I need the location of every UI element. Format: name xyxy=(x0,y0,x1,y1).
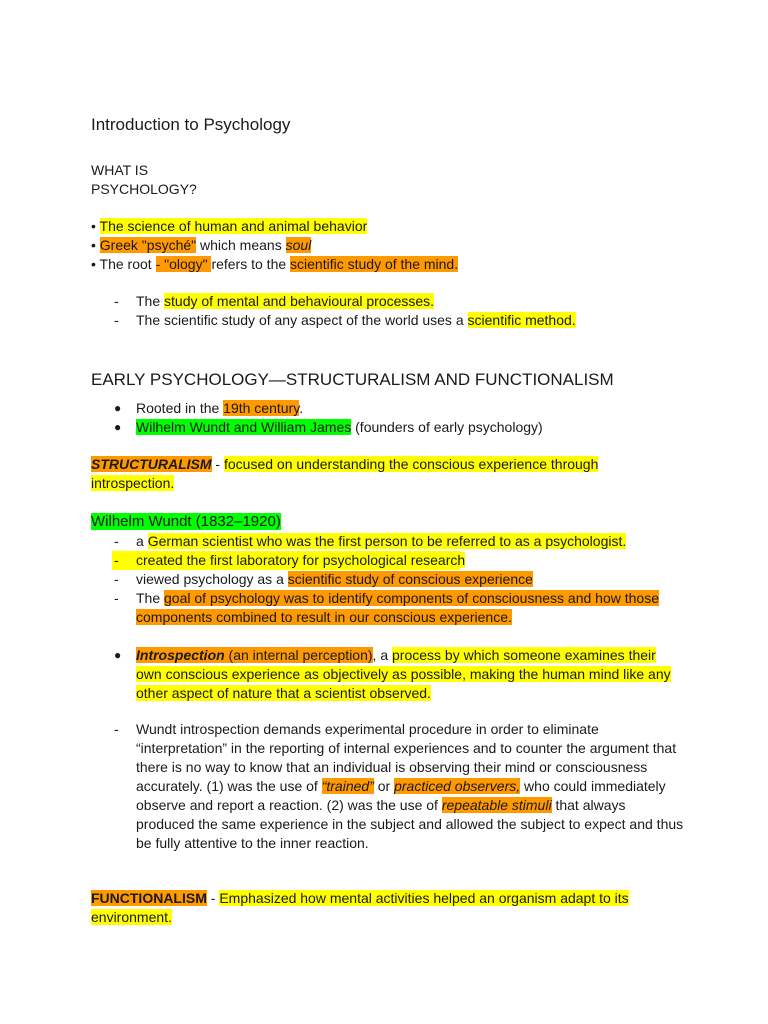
dot-marker: ● xyxy=(114,420,122,434)
section-question-line-2: PSYCHOLOGY? xyxy=(91,181,197,197)
highlight-text: scientific study of the mind. xyxy=(290,256,459,272)
highlight-text: created the first laboratory for psychological research xyxy=(136,552,466,568)
highlight-text: scientific method. xyxy=(467,312,576,328)
plain-text: The root xyxy=(99,256,156,272)
highlight-text: process by which someone examines their xyxy=(392,647,656,663)
bullet-marker: • xyxy=(91,218,96,234)
wundt-line-3 xyxy=(136,570,533,589)
subheading-wundt xyxy=(91,512,281,531)
introspection-line-1 xyxy=(136,646,656,665)
dash-marker: - xyxy=(114,571,119,587)
highlight-text: goal of psychology was to identify components of consciousness and how those xyxy=(164,590,659,606)
highlight-text: Greek "psyché" xyxy=(99,237,197,253)
bullet-marker: • xyxy=(91,237,96,253)
structuralism-line-1 xyxy=(91,455,598,474)
dot-marker: ● xyxy=(114,401,122,415)
plain-text: Rooted in the xyxy=(136,400,224,416)
plain-text: who could immediately xyxy=(520,778,666,794)
dash-line-2 xyxy=(136,311,576,330)
wundt-line-2 xyxy=(136,551,465,570)
paragraph-line-4 xyxy=(136,777,666,796)
wundt-line-1 xyxy=(136,532,626,551)
section-question-line-1: WHAT IS xyxy=(91,162,149,178)
introspection-line-3 xyxy=(136,684,431,703)
dash-marker: - xyxy=(114,312,119,328)
plain-text: - xyxy=(211,456,224,472)
term-structuralism: STRUCTURALISM xyxy=(91,456,212,472)
plain-text: The xyxy=(136,590,165,606)
plain-text: The scientific study of any aspect of the world uses a xyxy=(136,312,468,328)
paragraph-line-1: Wundt introspection demands experimental procedure in order to eliminate xyxy=(136,721,599,737)
plain-text: - xyxy=(206,890,220,906)
page-title: Introduction to Psychology xyxy=(91,115,291,134)
highlight-text: components combined to result in our conscious experience. xyxy=(136,609,512,625)
dash-line-1 xyxy=(136,292,434,311)
section-heading-early-psychology: EARLY PSYCHOLOGY—STRUCTURALISM AND FUNCTIONALISM xyxy=(91,370,614,389)
highlight-text: focused on understanding the conscious experience through xyxy=(224,456,599,472)
plain-text: (founders of early psychology) xyxy=(351,419,543,435)
dash-marker: - xyxy=(114,533,119,549)
paragraph-line-6: produced the same experience in the subject and allowed the subject to expect and thus xyxy=(136,816,684,832)
highlight-text: Wilhelm Wundt (1832–1920) xyxy=(91,513,281,530)
plain-text: or xyxy=(373,778,395,794)
highlight-text: repeatable stimuli xyxy=(441,797,552,813)
highlight-text: practiced observers, xyxy=(394,778,521,794)
structuralism-line-2 xyxy=(91,474,174,493)
plain-text: , a xyxy=(372,647,393,663)
highlight-text: (an internal perception) xyxy=(224,647,373,663)
highlight-text: environment. xyxy=(91,909,172,925)
plain-text: observe and report a reaction. (2) was the use of xyxy=(136,797,442,813)
highlight-text: German scientist who was the first person to be referred to as a psychologist. xyxy=(147,533,627,549)
highlight-text: - "ology" xyxy=(155,256,212,272)
term-introspection: Introspection xyxy=(136,647,225,663)
term-functionalism: FUNCTIONALISM xyxy=(91,890,207,906)
dash-marker: - xyxy=(114,293,119,309)
introspection-line-2 xyxy=(136,665,671,684)
plain-text: refers to the xyxy=(211,256,291,272)
highlight-text: introspection. xyxy=(91,475,175,491)
paragraph-line-7: be fully attentive to the inner reaction. xyxy=(136,835,369,851)
dash-marker: - xyxy=(114,552,119,568)
paragraph-line-3: there is no way to know that an individual is observing their mind or consciousness xyxy=(136,759,648,775)
plain-text: viewed psychology as a xyxy=(136,571,288,587)
bullet-line-2 xyxy=(91,236,311,255)
dot-line-2 xyxy=(136,418,543,437)
dash-marker: - xyxy=(114,590,119,606)
highlight-text: 19th century xyxy=(223,400,300,416)
bullet-line-3 xyxy=(91,255,458,274)
highlight-text: The science of human and animal behavior xyxy=(99,218,368,234)
bullet-line-1 xyxy=(91,217,367,236)
paragraph-line-2: “interpretation” in the reporting of internal experiences and to counter the argument that xyxy=(136,740,677,756)
highlight-text: other aspect of nature that a scientist observed. xyxy=(136,685,431,701)
highlight-text: Emphasized how mental activities helped an organism adapt to its xyxy=(219,890,629,906)
highlight-text: “trained” xyxy=(321,778,374,794)
functionalism-line-2 xyxy=(91,908,172,927)
plain-text: a xyxy=(136,533,148,549)
plain-text: which means xyxy=(196,237,286,253)
paragraph-line-5 xyxy=(136,796,626,815)
highlight-text: own conscious experience as objectively as possible, making the human mind like any xyxy=(136,666,671,682)
bullet-marker: • xyxy=(91,256,96,272)
highlight-text: study of mental and behavioural processes. xyxy=(164,293,435,309)
highlight-text: Wilhelm Wundt and William James xyxy=(136,419,352,435)
plain-text: The xyxy=(136,293,165,309)
highlight-text: soul xyxy=(285,237,312,253)
dot-line-1 xyxy=(136,399,303,418)
dash-marker: - xyxy=(114,721,119,737)
plain-text: that always xyxy=(551,797,626,813)
wundt-line-4-continued xyxy=(136,608,512,627)
highlight-text: scientific study of conscious experience xyxy=(287,571,533,587)
plain-text: . xyxy=(299,400,304,416)
plain-text: accurately. (1) was the use of xyxy=(136,778,322,794)
dot-marker: ● xyxy=(114,648,122,662)
wundt-line-4 xyxy=(136,589,659,608)
functionalism-line-1 xyxy=(91,889,629,908)
